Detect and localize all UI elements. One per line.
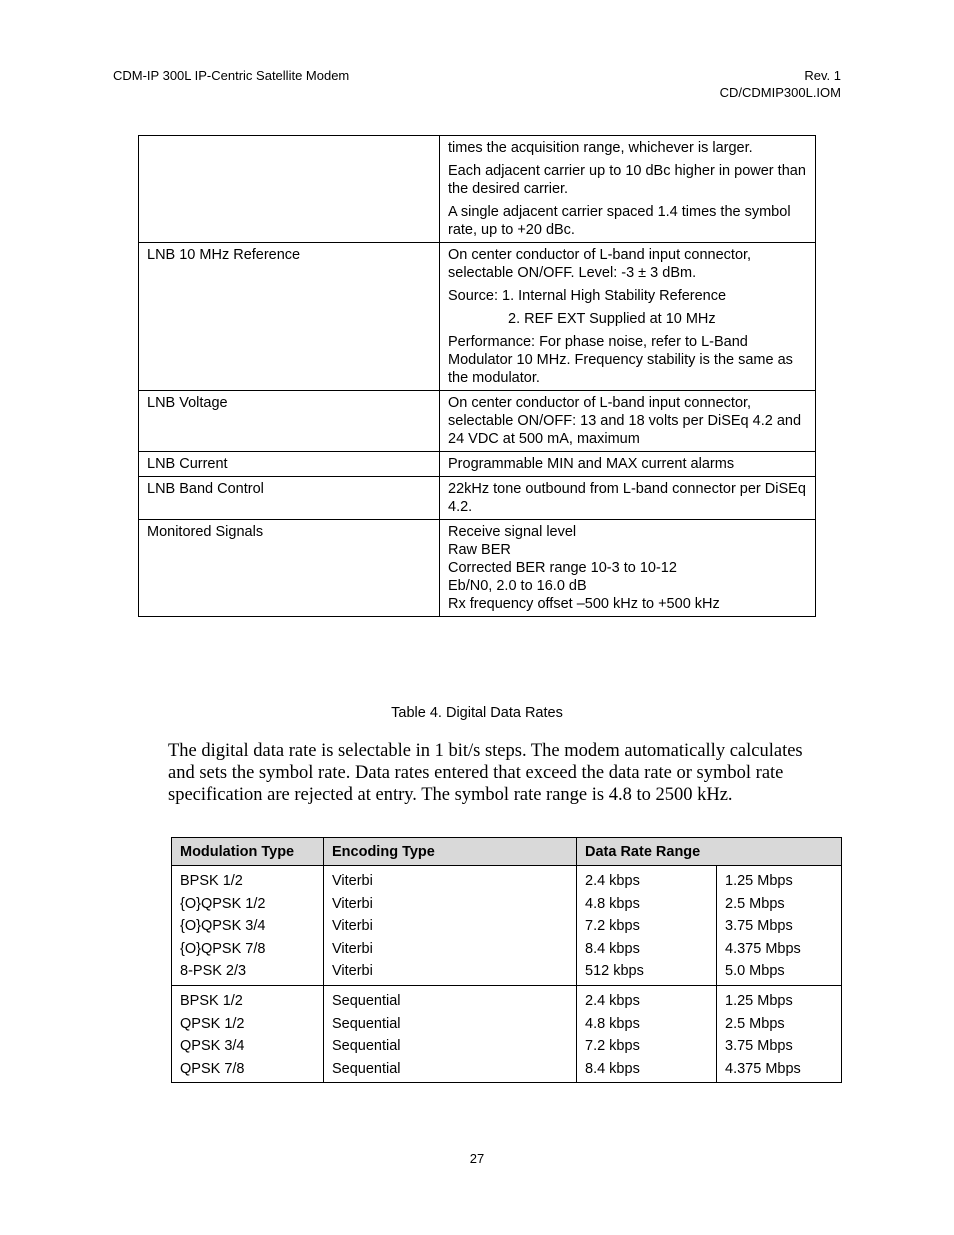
spec-row xyxy=(139,391,816,452)
spec-label xyxy=(139,136,440,243)
spec-text: times the acquisition range, whichever is larger. xyxy=(448,140,753,156)
cell-line: Viterbi xyxy=(332,918,373,935)
spec-text: A single adjacent carrier spaced 1.4 times the symbol rate, up to +20 dBc. xyxy=(448,204,791,238)
cell-line: QPSK 7/8 xyxy=(180,1060,245,1077)
spec-text: Raw BER xyxy=(448,542,511,558)
table-row-sequential xyxy=(172,985,842,1082)
header-rev: Rev. 1 xyxy=(804,68,841,83)
header-doc-id: CD/CDMIP300L.IOM xyxy=(719,85,841,100)
column-header-encoding: Encoding Type xyxy=(324,838,577,866)
spec-value: 22kHz tone outbound from L-band connector per DiSEq 4.2. xyxy=(440,477,816,520)
min-rate-cell xyxy=(577,985,717,1082)
encoding-cell xyxy=(324,985,577,1082)
spec-text: Receive signal level xyxy=(448,524,577,540)
spec-text: Corrected BER range 10-3 to 10-12 xyxy=(448,560,677,576)
spec-label: LNB Voltage xyxy=(139,391,440,452)
cell-line: 2.4 kbps xyxy=(585,873,640,889)
cell-line: QPSK 1/2 xyxy=(180,1015,245,1032)
spec-value xyxy=(440,136,816,243)
cell-line: Viterbi xyxy=(332,873,373,889)
cell-line: 5.0 Mbps xyxy=(725,963,785,980)
cell-line: {O}QPSK 7/8 xyxy=(180,940,266,957)
cell-line: 4.8 kbps xyxy=(585,895,640,912)
column-header-range: Data Rate Range xyxy=(577,838,842,866)
cell-line: BPSK 1/2 xyxy=(180,992,243,1009)
cell-line: 1.25 Mbps xyxy=(725,873,793,889)
spec-table xyxy=(138,135,816,617)
cell-line: {O}QPSK 1/2 xyxy=(180,895,266,912)
spec-text: Each adjacent carrier up to 10 dBc higher in power than the desired carrier. xyxy=(448,163,806,197)
spec-text: Source: 1. Internal High Stability Reference xyxy=(448,288,727,304)
table-caption: Table 4. Digital Data Rates xyxy=(391,705,563,721)
spec-value: On center conductor of L-band input connector, selectable ON/OFF: 13 and 18 volts per DiSEq 4.2 and 24 VDC at 500 mA, maximum xyxy=(440,391,816,452)
spec-label: Monitored Signals xyxy=(139,520,440,617)
spec-row xyxy=(139,452,816,477)
encoding-cell xyxy=(324,866,577,986)
cell-line: Sequential xyxy=(332,1060,401,1077)
cell-line: 3.75 Mbps xyxy=(725,1038,793,1055)
modulation-cell xyxy=(172,985,324,1082)
cell-line: 3.75 Mbps xyxy=(725,918,793,935)
spec-row xyxy=(139,477,816,520)
cell-line: 4.375 Mbps xyxy=(725,940,801,957)
modulation-cell xyxy=(172,866,324,986)
cell-line: Viterbi xyxy=(332,940,373,957)
cell-line: 512 kbps xyxy=(585,963,644,980)
table-row-viterbi xyxy=(172,866,842,986)
spec-text: Eb/N0, 2.0 to 16.0 dB xyxy=(448,578,587,594)
column-header-modulation: Modulation Type xyxy=(172,838,324,866)
max-rate-cell xyxy=(717,985,842,1082)
cell-line: 2.5 Mbps xyxy=(725,895,785,912)
cell-line: 8.4 kbps xyxy=(585,1060,640,1077)
spec-text: Rx frequency offset –500 kHz to +500 kHz xyxy=(448,596,720,612)
spec-row xyxy=(139,243,816,391)
spec-row xyxy=(139,520,816,617)
header-revision xyxy=(720,67,841,101)
cell-line: 4.375 Mbps xyxy=(725,1060,801,1077)
spec-label: LNB 10 MHz Reference xyxy=(139,243,440,391)
spec-value: Programmable MIN and MAX current alarms xyxy=(440,452,816,477)
cell-line: 2.5 Mbps xyxy=(725,1015,785,1032)
cell-line: 1.25 Mbps xyxy=(725,992,793,1009)
spec-text: 2. REF EXT Supplied at 10 MHz xyxy=(508,311,716,327)
cell-line: 2.4 kbps xyxy=(585,992,640,1009)
spec-label: LNB Band Control xyxy=(139,477,440,520)
header-title: CDM-IP 300L IP-Centric Satellite Modem xyxy=(113,68,350,83)
cell-line: Sequential xyxy=(332,1038,401,1055)
cell-line: 7.2 kbps xyxy=(585,1038,640,1055)
cell-line: 7.2 kbps xyxy=(585,918,640,935)
spec-text: On center conductor of L-band input connector, selectable ON/OFF. Level: -3 ± 3 dBm. xyxy=(448,247,752,281)
max-rate-cell xyxy=(717,866,842,986)
cell-line: Sequential xyxy=(332,1015,401,1032)
cell-line: 8.4 kbps xyxy=(585,940,640,957)
body-paragraph: The digital data rate is selectable in 1 bit/s steps. The modem automatically calculates and sets the symbol rate. Data rates entered that exceed the data rate or symbol rate specification are rejected at entry. The symbol rate range is 4.8 to 2500 kHz. xyxy=(168,741,803,805)
table-header-row xyxy=(172,838,842,866)
spec-label: LNB Current xyxy=(139,452,440,477)
cell-line: Viterbi xyxy=(332,963,373,980)
cell-line: BPSK 1/2 xyxy=(180,873,243,889)
cell-line: 8-PSK 2/3 xyxy=(180,963,247,980)
min-rate-cell xyxy=(577,866,717,986)
spec-value xyxy=(440,243,816,391)
spec-value xyxy=(440,520,816,617)
cell-line: Sequential xyxy=(332,992,401,1009)
cell-line: Viterbi xyxy=(332,895,373,912)
data-rates-table xyxy=(171,837,842,1083)
cell-line: {O}QPSK 3/4 xyxy=(180,918,266,935)
cell-line: QPSK 3/4 xyxy=(180,1038,245,1055)
page-number: 27 xyxy=(469,1151,485,1166)
cell-line: 4.8 kbps xyxy=(585,1015,640,1032)
spec-text: Performance: For phase noise, refer to L-Band Modulator 10 MHz. Frequency stability is the same as the modulator. xyxy=(448,334,793,386)
spec-row xyxy=(139,136,816,243)
